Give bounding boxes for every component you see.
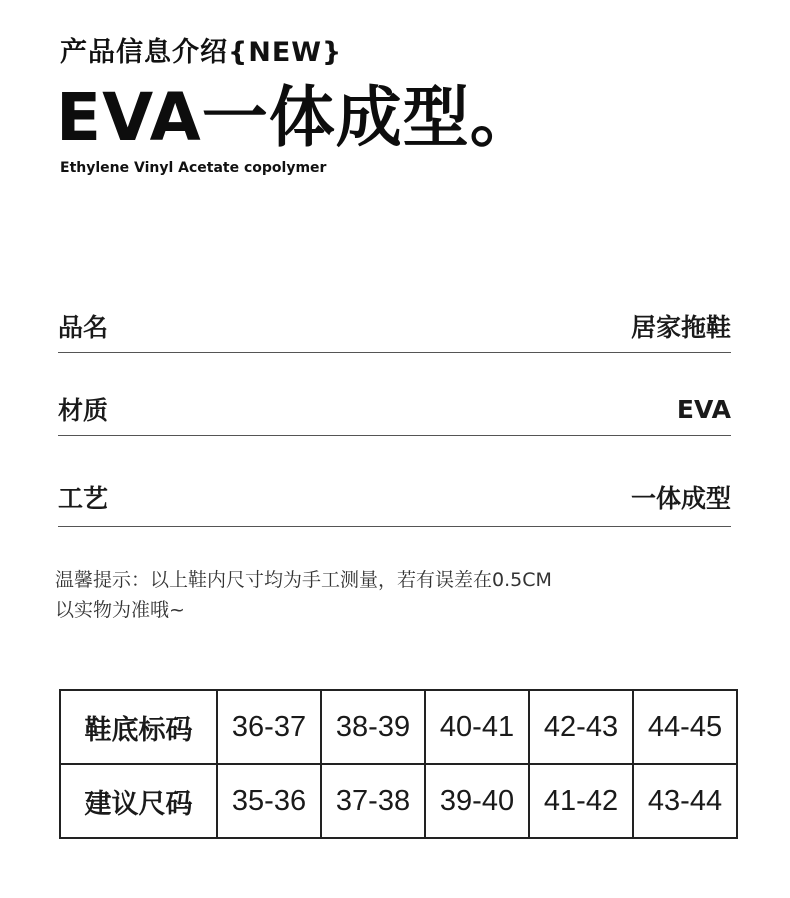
spec-label: 材质: [58, 396, 109, 425]
size-cell: 43-44: [633, 764, 737, 838]
spec-label: 工艺: [58, 484, 109, 513]
spec-value: 一体成型: [630, 484, 731, 513]
note-line: 温馨提示：以上鞋内尺寸均为手工测量，若有误差在0.5CM: [55, 569, 552, 591]
size-cell: 38-39: [321, 690, 425, 764]
size-cell: 35-36: [217, 764, 321, 838]
note-line: 以实物为准哦~: [55, 599, 185, 621]
spec-row-name: [58, 300, 731, 353]
measurement-note: [55, 565, 735, 625]
size-cell: 40-41: [425, 690, 529, 764]
size-table: [59, 689, 738, 839]
size-cell: 44-45: [633, 690, 737, 764]
spec-row-process: [58, 468, 731, 527]
size-cell: 36-37: [217, 690, 321, 764]
spec-label: 品名: [58, 313, 109, 342]
size-cell: 42-43: [529, 690, 633, 764]
spec-value: 居家拖鞋: [630, 313, 731, 342]
spec-value: EVA: [676, 394, 731, 424]
row-header: 建议尺码: [60, 764, 217, 838]
spec-row-material: [58, 383, 731, 436]
table-row: [60, 764, 737, 838]
english-subtitle: Ethylene Vinyl Acetate copolymer: [60, 160, 327, 176]
size-cell: 39-40: [425, 764, 529, 838]
top-label: 产品信息介绍{NEW}: [60, 37, 343, 68]
size-cell: 37-38: [321, 764, 425, 838]
table-row: [60, 690, 737, 764]
size-cell: 41-42: [529, 764, 633, 838]
headline: EVA一体成型。: [56, 79, 537, 156]
row-header: 鞋底标码: [60, 690, 217, 764]
